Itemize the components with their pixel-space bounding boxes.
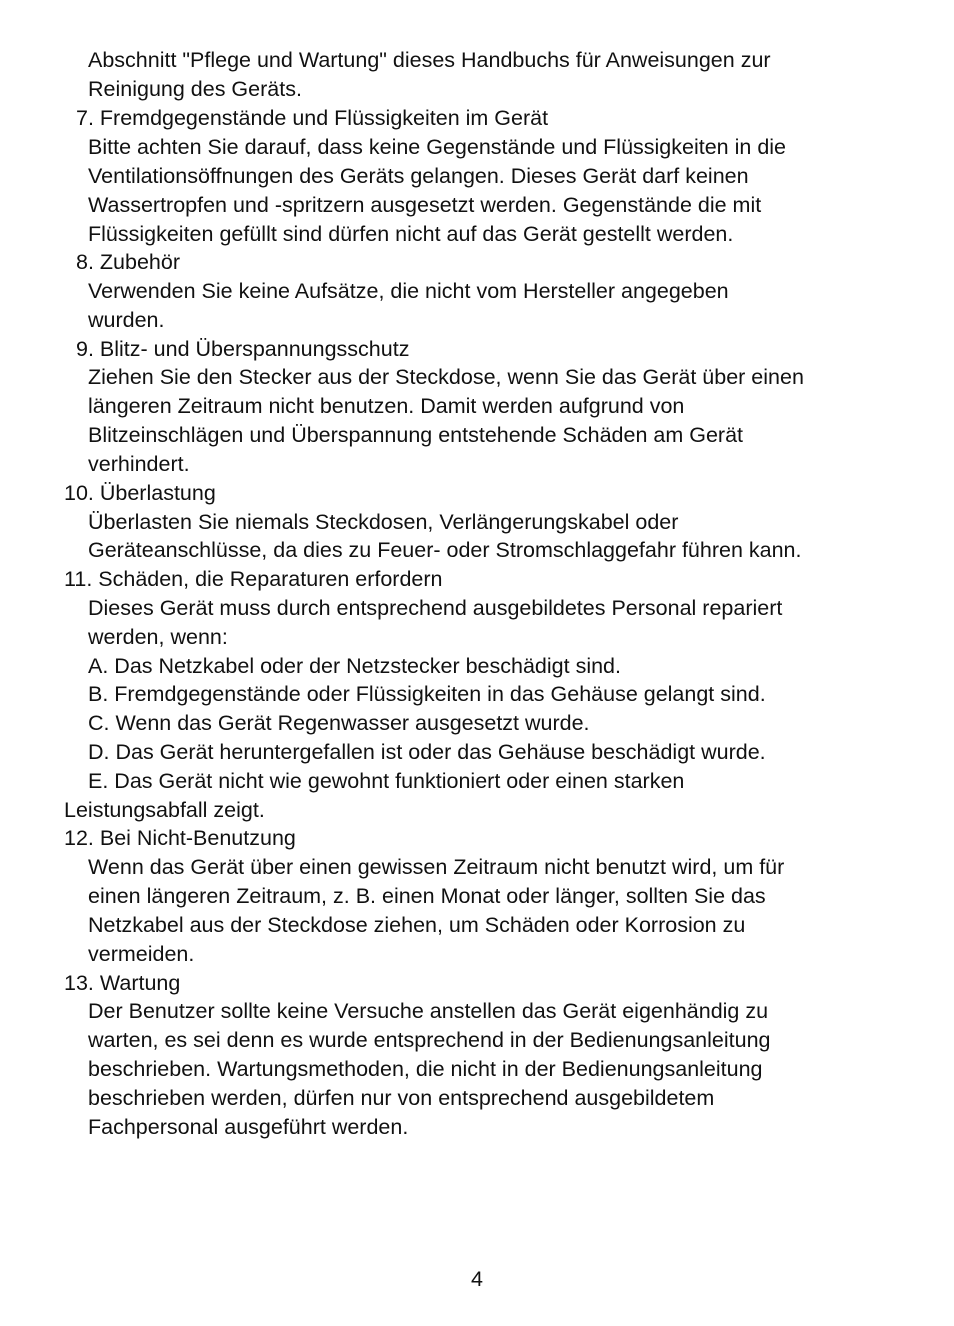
section-11-line: Dieses Gerät muss durch entsprechend ausgebildetes Personal repariert [88,596,783,620]
section-12-line: Wenn das Gerät über einen gewissen Zeitraum nicht benutzt wird, um für [88,855,785,879]
section-12-line: vermeiden. [88,942,195,966]
section-9-line: verhindert. [88,452,190,476]
section-heading-11: 11. Schäden, die Reparaturen erfordern [64,567,443,591]
intro-line: Reinigung des Geräts. [88,77,302,101]
page-number: 4 [471,1267,483,1291]
section-7-line: Bitte achten Sie darauf, dass keine Gegenstände und Flüssigkeiten in die [88,135,787,159]
section-heading-12: 12. Bei Nicht-Benutzung [64,826,296,850]
section-7-line: Wassertropfen und -spritzern ausgesetzt werden. Gegenstände die mit [88,193,762,217]
section-9-line: Ziehen Sie den Stecker aus der Steckdose, wenn Sie das Gerät über einen [88,365,804,389]
section-11-line: E. Das Gerät nicht wie gewohnt funktioniert oder einen starken [88,769,685,793]
section-13-line: Fachpersonal ausgeführt werden. [88,1115,409,1139]
section-11-trailing-line: Leistungsabfall zeigt. [64,798,265,822]
section-heading-8: 8. Zubehör [76,250,180,274]
section-heading-13: 13. Wartung [64,971,181,995]
section-heading-10: 10. Überlastung [64,481,216,505]
section-12-line: einen längeren Zeitraum, z. B. einen Monat oder länger, sollten Sie das [88,884,766,908]
section-10-line: Überlasten Sie niemals Steckdosen, Verlängerungskabel oder [88,510,679,534]
section-11-line: B. Fremdgegenstände oder Flüssigkeiten in das Gehäuse gelangt sind. [88,682,766,706]
section-8-line: wurden. [88,308,165,332]
section-heading-9: 9. Blitz- und Überspannungsschutz [76,337,410,361]
section-11-line: C. Wenn das Gerät Regenwasser ausgesetzt wurde. [88,711,590,735]
section-10-line: Geräteanschlüsse, da dies zu Feuer- oder Stromschlaggefahr führen kann. [88,538,802,562]
section-13-line: beschrieben werden, dürfen nur von entsprechend ausgebildetem [88,1086,715,1110]
section-11-line: werden, wenn: [88,625,228,649]
section-8-line: Verwenden Sie keine Aufsätze, die nicht vom Hersteller angegeben [88,279,729,303]
section-11-line: D. Das Gerät heruntergefallen ist oder das Gehäuse beschädigt wurde. [88,740,766,764]
section-13-line: beschrieben. Wartungsmethoden, die nicht in der Bedienungsanleitung [88,1057,763,1081]
section-heading-7: 7. Fremdgegenstände und Flüssigkeiten im Gerät [76,106,549,130]
section-7-line: Ventilationsöffnungen des Geräts gelangen. Dieses Gerät darf keinen [88,164,749,188]
section-11-line: A. Das Netzkabel oder der Netzstecker beschädigt sind. [88,654,621,678]
section-9-line: längeren Zeitraum nicht benutzen. Damit werden aufgrund von [88,394,685,418]
section-13-line: Der Benutzer sollte keine Versuche anstellen das Gerät eigenhändig zu [88,999,769,1023]
section-13-line: warten, es sei denn es wurde entsprechend in der Bedienungsanleitung [88,1028,771,1052]
intro-line: Abschnitt "Pflege und Wartung" dieses Handbuchs für Anweisungen zur [88,48,771,72]
section-7-line: Flüssigkeiten gefüllt sind dürfen nicht auf das Gerät gestellt werden. [88,222,734,246]
section-12-line: Netzkabel aus der Steckdose ziehen, um Schäden oder Korrosion zu [88,913,746,937]
section-9-line: Blitzeinschlägen und Überspannung entstehende Schäden am Gerät [88,423,744,447]
